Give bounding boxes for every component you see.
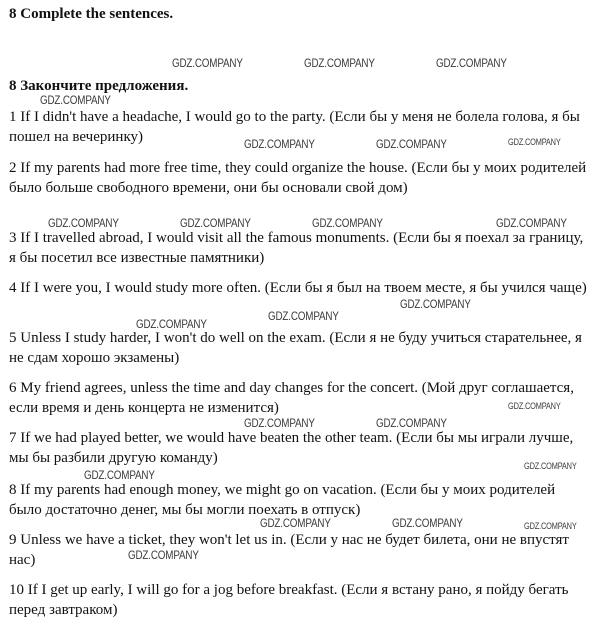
watermark: GDZ.COMPANY: [304, 56, 375, 70]
sentence-1: 1 If I didn't have a headache, I would go to the party. (Если бы у меня не болела голова, я бы пошел на вечеринку): [9, 109, 580, 145]
watermark: GDZ.COMPANY: [496, 216, 567, 230]
watermark: GDZ.COMPANY: [436, 56, 507, 70]
watermark: GDZ.COMPANY: [524, 461, 577, 471]
exercise-title-english: 8 Complete the sentences.: [9, 6, 174, 22]
watermark: GDZ.COMPANY: [180, 216, 251, 230]
watermark: GDZ.COMPANY: [48, 216, 119, 230]
watermark: GDZ.COMPANY: [524, 521, 577, 531]
watermark: GDZ.COMPANY: [268, 309, 339, 323]
sentence-3: 3 If I travelled abroad, I would visit all the famous monuments. (Если бы я поехал за границу, я бы посетил все известные памятники): [9, 230, 584, 266]
watermark: GDZ.COMPANY: [244, 416, 315, 430]
watermark: GDZ.COMPANY: [260, 516, 331, 530]
watermark: GDZ.COMPANY: [312, 216, 383, 230]
sentence-2: 2 If my parents had more free time, they could organize the house. (Если бы у моих родителей было больше свободного времени, они бы основали свой дом): [9, 160, 587, 196]
watermark: GDZ.COMPANY: [172, 56, 243, 70]
sentence-4: 4 If I were you, I would study more often. (Если бы я был на твоем месте, я бы учился чаще): [9, 280, 587, 296]
sentence-8: 8 If my parents had enough money, we might go on vacation. (Если бы у моих родителей было достаточно денег, мы бы могли поехать в отпуск): [9, 482, 556, 518]
watermark: GDZ.COMPANY: [136, 317, 207, 331]
watermark: GDZ.COMPANY: [376, 137, 447, 151]
sentence-9: 9 Unless we have a ticket, they won't let us in. (Если у нас не будет билета, они не впустят нас): [9, 532, 569, 568]
watermark: GDZ.COMPANY: [84, 468, 155, 482]
sentence-6: 6 My friend agrees, unless the time and day changes for the concert. (Мой друг соглашается, если время и день концерта не изменится): [9, 380, 574, 416]
watermark: GDZ.COMPANY: [40, 93, 111, 107]
sentence-10: 10 If I get up early, I will go for a jog before breakfast. (Если я встану рано, я пойду бегать перед завтраком): [9, 582, 569, 618]
watermark: GDZ.COMPANY: [508, 137, 561, 147]
exercise-title-russian: 8 Закончите предложения.: [9, 78, 189, 94]
watermark: GDZ.COMPANY: [244, 137, 315, 151]
watermark: GDZ.COMPANY: [392, 516, 463, 530]
sentence-7: 7 If we had played better, we would have beaten the other team. (Если бы мы играли лучше, мы бы разбили другую команду): [9, 430, 574, 466]
watermark: GDZ.COMPANY: [400, 297, 471, 311]
watermark: GDZ.COMPANY: [128, 548, 199, 562]
sentence-5: 5 Unless I study harder, I won't do well on the exam. (Если я не буду учиться старательнее, я не сдам хорошо экзамены): [9, 330, 582, 366]
watermark: GDZ.COMPANY: [508, 401, 561, 411]
watermark: GDZ.COMPANY: [376, 416, 447, 430]
